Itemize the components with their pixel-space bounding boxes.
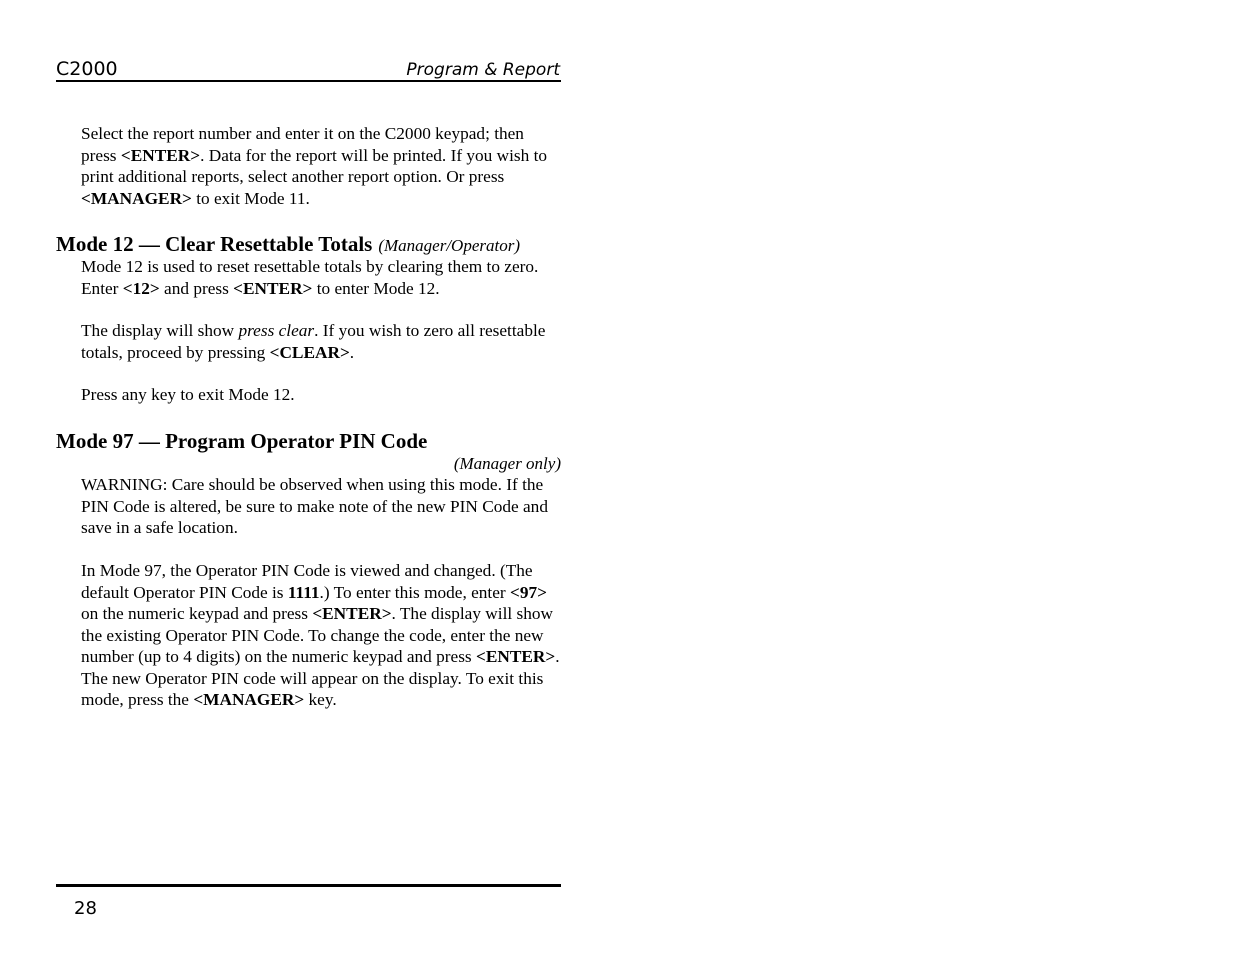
- mode-97-p2-text-5: . The new Operator PIN code will appear on the display. To exit this mode, press the: [81, 647, 560, 709]
- mode-12-p2-text-1: The display will show: [81, 321, 239, 340]
- mode-97-warning: [81, 474, 561, 539]
- mode-12-title: Mode 12 — Clear Resettable Totals: [56, 232, 373, 256]
- mode-97-warning-text: WARNING: Care should be observed when using this mode. If the PIN Code is altered, be sure to make note of the new PIN Code and save in a safe location.: [81, 475, 548, 537]
- mode-12-p1-text-3: to enter Mode 12.: [312, 278, 440, 298]
- mode-97-paragraph-2: [81, 560, 561, 711]
- key-97: <97>: [509, 582, 547, 602]
- mode-12-exit-text: Press any key to exit Mode 12.: [81, 385, 295, 404]
- header-section-title: Program & Report: [406, 60, 560, 80]
- key-enter: <ENTER>: [475, 647, 556, 666]
- key-enter: <ENTER>: [312, 604, 392, 623]
- default-pin-code: 1111: [287, 582, 320, 602]
- mode-97-p2-text-1: In Mode 97, the Operator PIN Code is viewed and changed. (The default Operator PIN Code is: [81, 561, 533, 602]
- key-manager: <MANAGER>: [81, 188, 192, 208]
- key-enter: <ENTER>: [120, 145, 201, 165]
- intro-text-2: . Data for the report will be printed. If you wish to print additional reports, select another report option. Or press: [81, 145, 548, 186]
- mode-97-p2-text-6: key.: [304, 690, 337, 709]
- mode-12-p2-text-2: . If you wish to zero all resettable totals, proceed by pressing: [81, 321, 546, 362]
- key-manager: <MANAGER>: [193, 690, 305, 709]
- mode-12-role: (Manager/Operator): [378, 236, 520, 255]
- intro-text-3: to exit Mode 11.: [191, 188, 310, 208]
- intro-paragraph: [81, 123, 561, 209]
- header-product-name: C2000: [56, 58, 118, 80]
- mode-97-title: Mode 97 — Program Operator PIN Code: [56, 429, 428, 453]
- header-rule: [56, 80, 561, 82]
- mode-12-paragraph-2: [81, 320, 561, 363]
- page-number: 28: [74, 898, 97, 919]
- mode-97-p2-text-4: . The display will show the existing Operator PIN Code. To change the code, enter the new number (up to 4 digits) on the numeric keypad and press: [81, 604, 553, 666]
- mode-97-role: (Manager only): [453, 454, 561, 473]
- display-message: press clear: [238, 321, 315, 340]
- key-enter: <ENTER>: [233, 278, 313, 298]
- mode-12-p1-text-2: and press: [159, 278, 234, 298]
- mode-97-p2-text-3: on the numeric keypad and press: [81, 604, 313, 623]
- mode-12-heading: [56, 231, 561, 259]
- mode-12-p1-text-1: Mode 12 is used to reset resettable totals by clearing them to zero. Enter: [81, 257, 539, 298]
- mode-97-heading: [56, 428, 561, 454]
- mode-12-paragraph-3: [81, 384, 561, 406]
- mode-12-p2-text-3: .: [349, 342, 355, 362]
- mode-12-paragraph-1: [81, 256, 561, 299]
- key-clear: <CLEAR>: [269, 342, 350, 362]
- key-12: <12>: [122, 278, 160, 298]
- intro-text-1: Select the report number and enter it on the C2000 keypad; then press: [81, 124, 524, 165]
- footer-rule: [56, 884, 561, 887]
- mode-97-p2-text-2: .) To enter this mode, enter: [319, 582, 510, 602]
